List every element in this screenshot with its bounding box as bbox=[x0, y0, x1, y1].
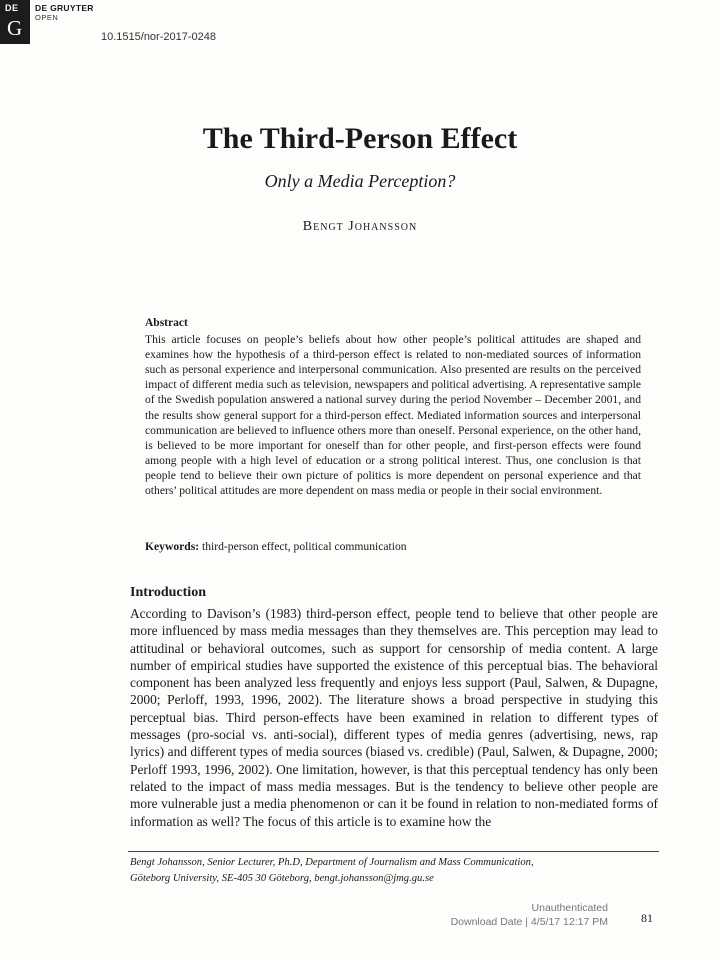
doi: 10.1515/nor-2017-0248 bbox=[101, 31, 216, 43]
download-watermark bbox=[451, 901, 608, 929]
abstract-section bbox=[145, 316, 641, 498]
article-title: The Third-Person Effect bbox=[202, 122, 518, 155]
article-subtitle: Only a Media Perception? bbox=[264, 171, 456, 191]
publisher-name-block bbox=[35, 4, 94, 22]
publisher-name: DE GRUYTER bbox=[35, 3, 94, 13]
introduction-heading: Introduction bbox=[130, 585, 206, 600]
footnote-line-1: Bengt Johansson, Senior Lecturer, Ph.D, Department of Journalism and Mass Communication, bbox=[130, 857, 534, 868]
download-date: Download Date | 4/5/17 12:17 PM bbox=[450, 916, 608, 928]
page-number: 81 bbox=[641, 911, 653, 925]
logo-g-text: G bbox=[7, 16, 23, 40]
publisher-sub: OPEN bbox=[35, 13, 59, 22]
keywords-text: third-person effect, political communication bbox=[202, 540, 407, 553]
unauthenticated-label: Unauthenticated bbox=[531, 902, 608, 914]
footnote-divider bbox=[128, 851, 659, 852]
article-author: Bengt Johansson bbox=[302, 219, 418, 234]
keywords-label: Keywords: bbox=[145, 540, 200, 553]
introduction-text: According to Davison’s (1983) third-person effect, people tend to believe that other people are more influenced by mass media messages than they themselves are. This perception may lead to attitudinal or behavioral outcomes, such as support for censorship of media content. A large number of empirical studies have supported the existence of this perceptual bias. The behavioral component has been analyzed less frequently and enjoys less support (Paul, Salwen, & Dupagne, 2000; Perloff, 1993, 1996, 2002). The literature shows a broad perspective in studying this perceptual bias. Third person-effects have been examined in relation to different types of messages (pro-social vs. anti-social), different types of media genres (advertising, news, rap lyrics) and different types of media sources (biased vs. credible) (Paul, Salwen, & Dupagne, 2000; Perloff 1993, 1996, 2002). One limitation, however, is that this perceptual tendency has only been related to the impact of mass media messages. But is the tendency to believe other people are more vulnerable just a media phenomenon or can it be found in relation to non-mediated forms of information as well? The focus of this article is to examine how the bbox=[130, 606, 658, 829]
footnote-line-2: Göteborg University, SE-405 30 Göteborg, bengt.johansson@jmg.gu.se bbox=[130, 873, 434, 884]
author-footnote bbox=[130, 855, 670, 887]
de-gruyter-logo bbox=[0, 0, 30, 44]
keywords bbox=[145, 540, 407, 553]
abstract-heading: Abstract bbox=[145, 317, 188, 329]
logo-de-text: DE bbox=[5, 3, 19, 13]
abstract-text: This article focuses on people’s beliefs about how other people’s political attitudes are shaped and examines how the hypothesis of a third-person effect is related to non-mediated sources of information such as personal experience and interpersonal communication. Also presented are results on the perceived impact of different media such as television, newspapers and political advertising. A representative sample of the Swedish population answered a national survey during the period November – December 2001, and the results show general support for a third-person effect. Mediated information sources and interpersonal communication are believed to influence others more than oneself. Personal experience, on the other hand, is believed to be more important for oneself than for other people, and first-person effects were found among people with a high level of education or a strong political interest. Thus, one conclusion is that people tend to believe their own picture of politics is more dependent on personal experience and that others’ political attitudes are more dependent on mass media or people in their social environment. bbox=[145, 333, 641, 498]
